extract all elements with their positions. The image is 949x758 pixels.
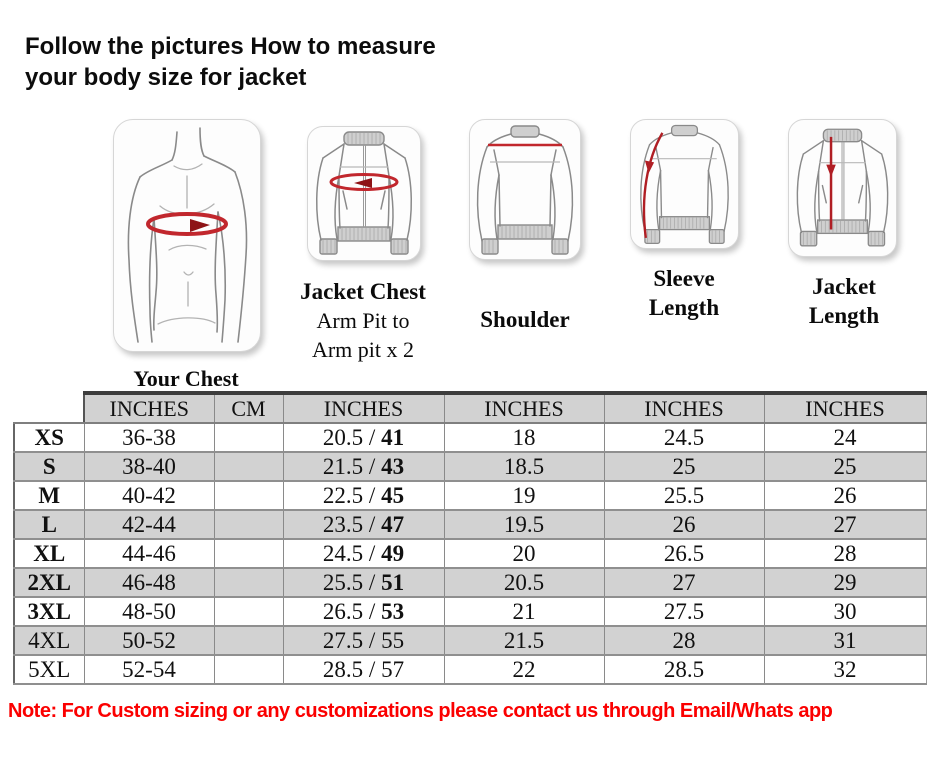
jacket-chest-doubled-value: 53 xyxy=(381,598,405,624)
cell-your-chest-cm xyxy=(214,452,283,481)
sleeve-length-label-line2: Length xyxy=(648,295,720,320)
shoulder-label: Shoulder xyxy=(480,307,570,332)
jacket-chest-doubled-value: 49 xyxy=(381,540,405,566)
cell-size: 2XL xyxy=(14,568,84,597)
size-row-xl xyxy=(14,539,926,568)
cell-jacket-chest: 28.5 / 57 xyxy=(283,655,444,684)
torso-illustration xyxy=(114,120,260,351)
cell-sleeve-length: 27.5 xyxy=(604,597,764,626)
cell-your-chest-cm xyxy=(214,626,283,655)
page-title-line2: your body size for jacket xyxy=(25,64,307,91)
cell-your-chest-cm xyxy=(214,655,283,684)
sleeve-length-label-line1: Sleeve xyxy=(653,266,715,291)
cell-jacket-length: 27 xyxy=(764,510,926,539)
cell-jacket-length: 32 xyxy=(764,655,926,684)
shoulder-figure-card xyxy=(469,119,581,260)
custom-sizing-note: Note: For Custom sizing or any customizations please contact us through Email/Whats app xyxy=(8,700,833,722)
cell-sleeve-length: 25.5 xyxy=(604,481,764,510)
cell-size: XS xyxy=(14,423,84,452)
cell-sleeve-length: 26.5 xyxy=(604,539,764,568)
jacket-chest-doubled-value: 57 xyxy=(381,656,405,682)
cell-your-chest-inches: 44-46 xyxy=(84,539,214,568)
jacket-chest-doubled-value: 41 xyxy=(381,424,405,450)
page-title xyxy=(25,31,436,93)
chest-measure-ellipse xyxy=(148,214,226,234)
cell-your-chest-inches: 50-52 xyxy=(84,626,214,655)
jacket-chest-label-title: Jacket Chest xyxy=(300,279,426,304)
cell-your-chest-cm xyxy=(214,481,283,510)
cell-shoulder: 19.5 xyxy=(444,510,604,539)
cell-sleeve-length: 28 xyxy=(604,626,764,655)
jacket-back-sleeve-illustration xyxy=(631,120,738,248)
jacket-chest-doubled-value: 45 xyxy=(381,482,405,508)
jacket-chest-doubled-value: 47 xyxy=(381,511,405,537)
your-chest-figure-card xyxy=(113,119,261,352)
header-cell-blank xyxy=(14,393,84,423)
cell-sleeve-length: 27 xyxy=(604,568,764,597)
cell-jacket-chest: 24.5 / 49 xyxy=(283,539,444,568)
cell-sleeve-length: 28.5 xyxy=(604,655,764,684)
size-row-xs xyxy=(14,423,926,452)
jacket-length-label xyxy=(788,272,900,330)
measure-arrowhead xyxy=(826,165,836,177)
cell-shoulder: 19 xyxy=(444,481,604,510)
header-cell-5: INCHES xyxy=(604,393,764,423)
cell-your-chest-cm xyxy=(214,423,283,452)
measure-arrowhead xyxy=(645,161,654,174)
cell-your-chest-cm xyxy=(214,539,283,568)
jacket-chest-doubled-value: 55 xyxy=(381,627,405,653)
size-table xyxy=(13,391,927,685)
jacket-length-label-line1: Jacket xyxy=(812,274,876,299)
cell-size: L xyxy=(14,510,84,539)
cell-shoulder: 21.5 xyxy=(444,626,604,655)
cell-your-chest-inches: 46-48 xyxy=(84,568,214,597)
header-cell-1: INCHES xyxy=(84,393,214,423)
cell-sleeve-length: 24.5 xyxy=(604,423,764,452)
cell-size: M xyxy=(14,481,84,510)
cell-sleeve-length: 25 xyxy=(604,452,764,481)
cell-size: 5XL xyxy=(14,655,84,684)
cell-jacket-chest: 21.5 / 43 xyxy=(283,452,444,481)
size-row-m xyxy=(14,481,926,510)
cell-size: XL xyxy=(14,539,84,568)
header-cell-2: CM xyxy=(214,393,283,423)
cell-your-chest-inches: 38-40 xyxy=(84,452,214,481)
cell-jacket-length: 24 xyxy=(764,423,926,452)
cell-size: S xyxy=(14,452,84,481)
jacket-chest-label-sub1: Arm Pit to xyxy=(316,308,410,333)
your-chest-label: Your Chest xyxy=(133,366,239,391)
size-row-3xl xyxy=(14,597,926,626)
cell-shoulder: 18.5 xyxy=(444,452,604,481)
jacket-chest-figure-card xyxy=(307,126,421,261)
cell-your-chest-inches: 36-38 xyxy=(84,423,214,452)
page-title-line1: Follow the pictures How to measure xyxy=(25,33,436,60)
cell-shoulder: 21 xyxy=(444,597,604,626)
cell-your-chest-cm xyxy=(214,597,283,626)
jacket-length-figure-card xyxy=(788,119,897,257)
header-cell-3: INCHES xyxy=(283,393,444,423)
cell-sleeve-length: 26 xyxy=(604,510,764,539)
jacket-front-chest-illustration xyxy=(308,127,420,260)
size-table-header-row xyxy=(14,393,926,423)
cell-your-chest-inches: 42-44 xyxy=(84,510,214,539)
jacket-chest-label-sub2: Arm pit x 2 xyxy=(311,337,415,362)
cell-jacket-chest: 23.5 / 47 xyxy=(283,510,444,539)
cell-jacket-length: 26 xyxy=(764,481,926,510)
cell-jacket-length: 31 xyxy=(764,626,926,655)
cell-your-chest-inches: 52-54 xyxy=(84,655,214,684)
cell-jacket-length: 29 xyxy=(764,568,926,597)
size-row-5xl xyxy=(14,655,926,684)
cell-shoulder: 20.5 xyxy=(444,568,604,597)
measure-arrowhead xyxy=(190,219,210,232)
header-cell-4: INCHES xyxy=(444,393,604,423)
cell-your-chest-cm xyxy=(214,510,283,539)
cell-your-chest-cm xyxy=(214,568,283,597)
cell-size: 3XL xyxy=(14,597,84,626)
jacket-chest-doubled-value: 51 xyxy=(381,569,405,595)
cell-size: 4XL xyxy=(14,626,84,655)
cell-your-chest-inches: 40-42 xyxy=(84,481,214,510)
jacket-chest-label xyxy=(288,277,438,364)
cell-jacket-chest: 22.5 / 45 xyxy=(283,481,444,510)
size-table-body xyxy=(14,423,926,684)
cell-shoulder: 20 xyxy=(444,539,604,568)
cell-jacket-chest: 25.5 / 51 xyxy=(283,568,444,597)
size-row-l xyxy=(14,510,926,539)
cell-jacket-length: 28 xyxy=(764,539,926,568)
cell-jacket-length: 25 xyxy=(764,452,926,481)
cell-jacket-chest: 20.5 / 41 xyxy=(283,423,444,452)
jacket-front-length-illustration xyxy=(789,120,896,256)
cell-jacket-chest: 27.5 / 55 xyxy=(283,626,444,655)
header-cell-6: INCHES xyxy=(764,393,926,423)
sleeve-length-label xyxy=(628,264,740,322)
size-row-4xl xyxy=(14,626,926,655)
size-row-2xl xyxy=(14,568,926,597)
cell-jacket-chest: 26.5 / 53 xyxy=(283,597,444,626)
cell-jacket-length: 30 xyxy=(764,597,926,626)
jacket-back-shoulder-illustration xyxy=(470,120,580,259)
cell-your-chest-inches: 48-50 xyxy=(84,597,214,626)
jacket-length-label-line2: Length xyxy=(808,303,880,328)
size-row-s xyxy=(14,452,926,481)
cell-shoulder: 22 xyxy=(444,655,604,684)
jacket-chest-doubled-value: 43 xyxy=(381,453,405,479)
sleeve-length-figure-card xyxy=(630,119,739,249)
cell-shoulder: 18 xyxy=(444,423,604,452)
